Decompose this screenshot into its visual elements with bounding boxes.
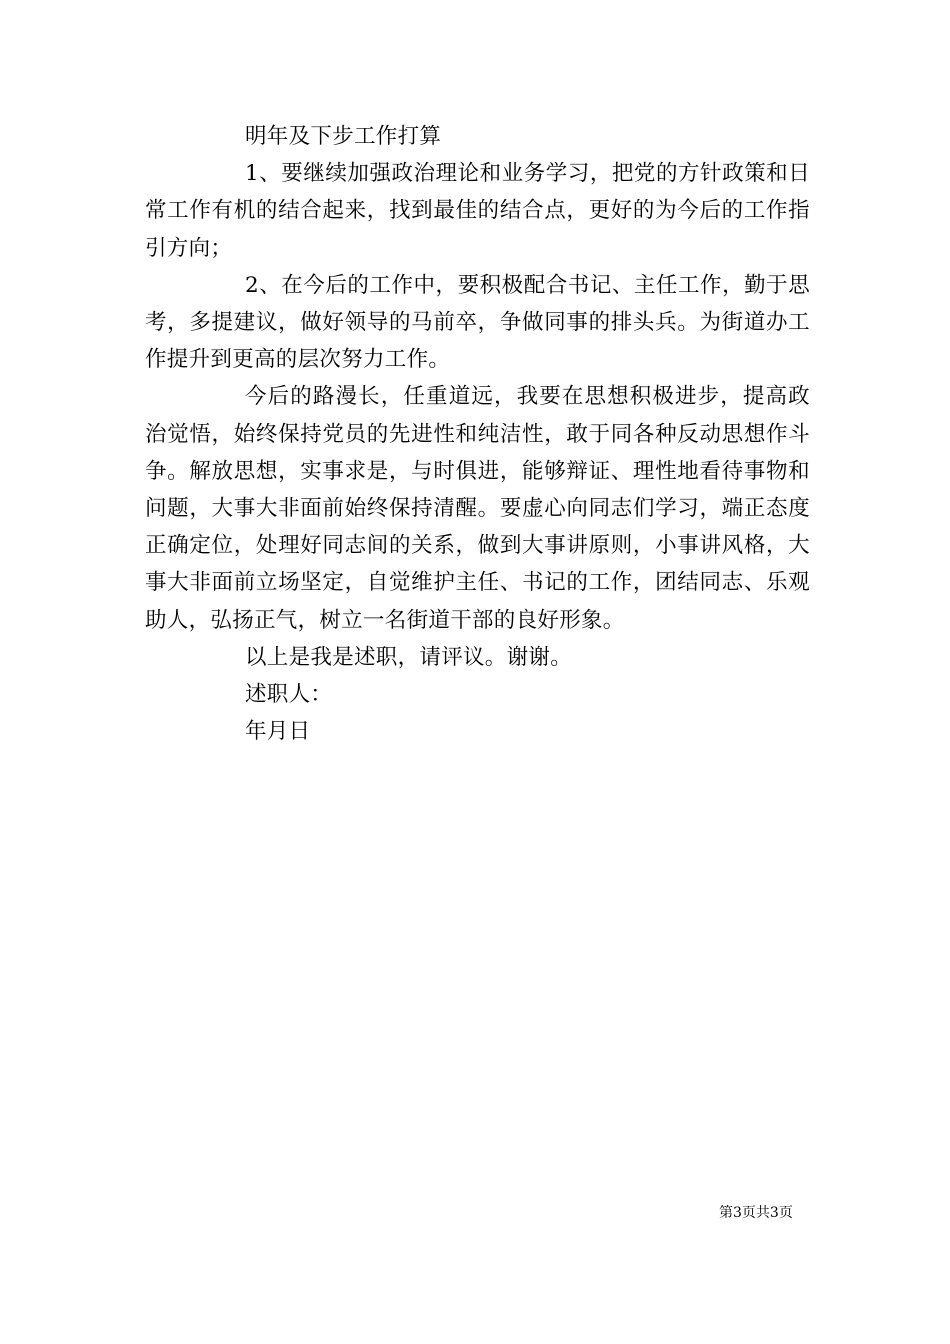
document-body bbox=[145, 118, 810, 750]
paragraph-4: 以上是我是述职，请评议。谢谢。 bbox=[245, 644, 573, 670]
paragraph-1: 1、要继续加强政治理论和业务学习，把党的方针政策和日常工作有机的结合起来，找到最佳的结合点，更好的为今后的工作指引方向； bbox=[145, 161, 810, 261]
page-footer: 第3页共3页 bbox=[719, 1205, 793, 1221]
paragraph-3: 今后的路漫长，任重道远，我要在思想积极进步，提高政治觉悟，始终保持党员的先进性和纯洁性，敢于同各种反动思想作斗争。解放思想，实事求是，与时俱进，能够辩证、理性地看待事物和问题，大事大非面前始终保持清醒。要虚心向同志们学习，端正态度正确定位，处理好同志间的关系，做到大事讲原则，小事讲风格，大事大非面前立场坚定，自觉维护主任、书记的工作，团结同志、乐观助人，弘扬正气，树立一名街道干部的良好形象。 bbox=[145, 384, 810, 633]
paragraph-2: 2、在今后的工作中，要积极配合书记、主任工作，勤于思考，多提建议，做好领导的马前卒，争做同事的排头兵。为街道办工作提升到更高的层次努力工作。 bbox=[145, 272, 810, 373]
signature-label: 述职人： bbox=[245, 682, 333, 708]
section-heading: 明年及下步工作打算 bbox=[245, 124, 442, 149]
date-label: 年月日 bbox=[245, 719, 311, 745]
